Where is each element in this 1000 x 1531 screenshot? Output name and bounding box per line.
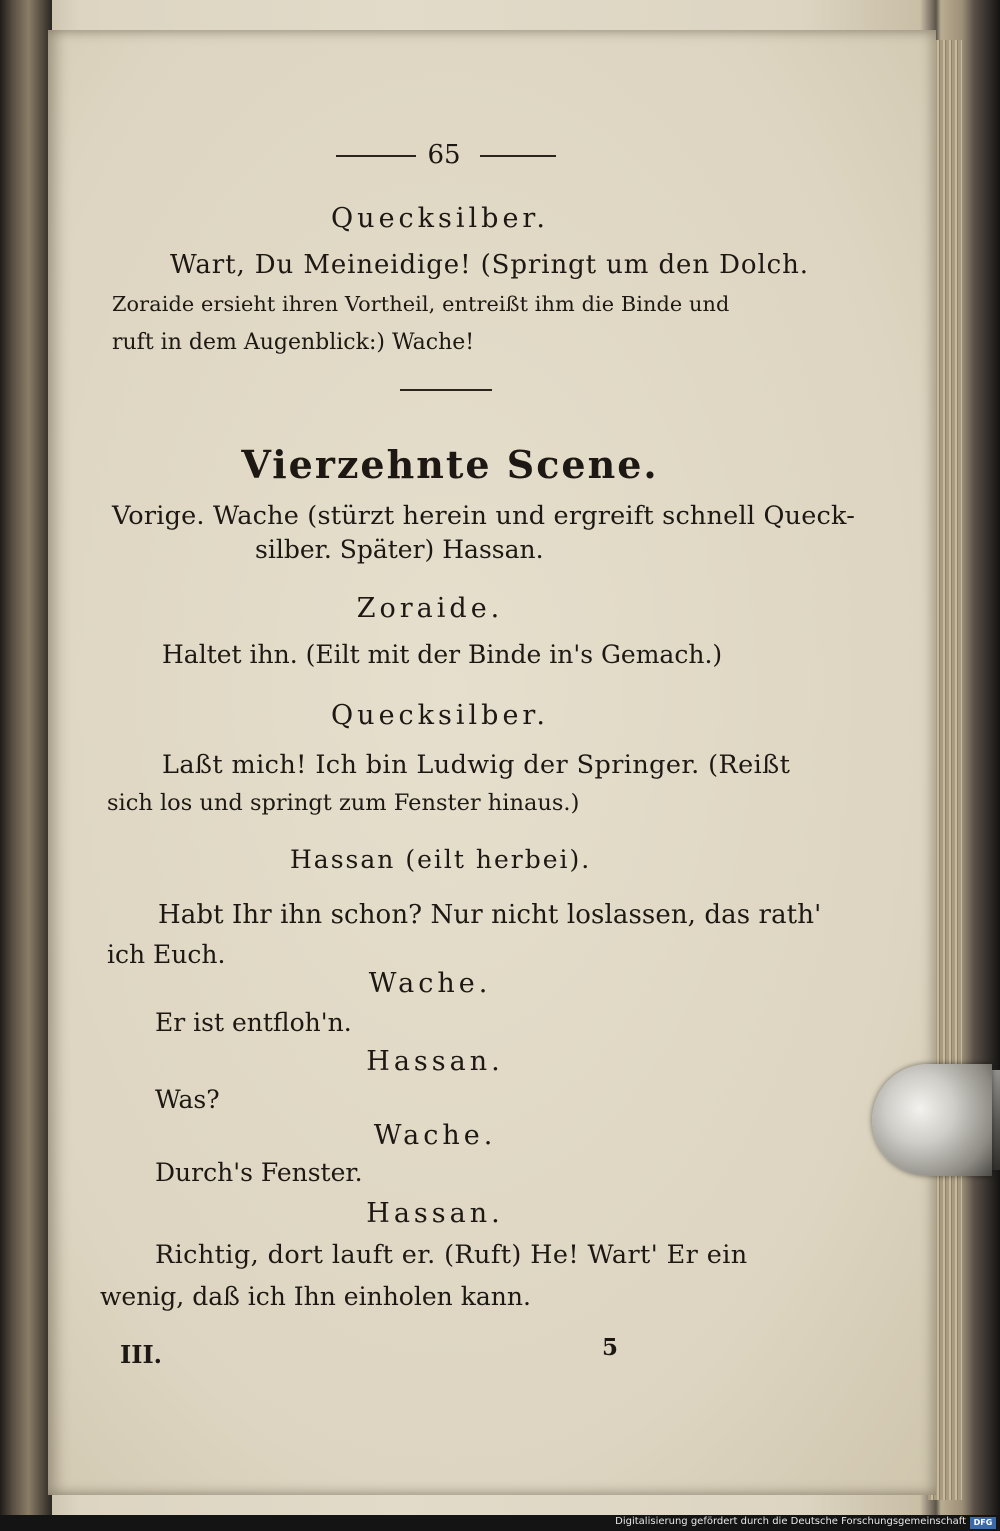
speaker-name: Hassan (eilt herbei). bbox=[290, 845, 592, 874]
scene-heading: Vierzehnte Scene. bbox=[241, 442, 659, 487]
dialogue-line: Er ist entfloh'n. bbox=[155, 1008, 352, 1037]
header-rule-left bbox=[336, 155, 416, 157]
speaker-name: Zoraide. bbox=[356, 593, 504, 624]
dialogue-line: Durch's Fenster. bbox=[155, 1158, 363, 1187]
left-page-edge bbox=[0, 0, 52, 1515]
cast-line: silber. Später) Hassan. bbox=[255, 535, 544, 564]
page-number: 65 bbox=[427, 140, 461, 170]
dialogue-line: ich Euch. bbox=[107, 940, 226, 969]
dialogue-line: Richtig, dort lauft er. (Ruft) He! Wart' Er ein bbox=[155, 1240, 748, 1270]
speaker-name: Wache. bbox=[373, 1120, 497, 1151]
page-clip bbox=[872, 1064, 992, 1176]
dialogue-line: sich los und springt zum Fenster hinaus.) bbox=[107, 790, 580, 816]
signature-mark: III. bbox=[120, 1340, 163, 1369]
dfg-logo-icon: DFG bbox=[970, 1517, 996, 1529]
digitization-credit: Digitalisierung gefördert durch die Deutsche Forschungsgemeinschaft bbox=[615, 1516, 966, 1527]
dialogue-line: wenig, daß ich Ihn einholen kann. bbox=[100, 1282, 531, 1311]
dialogue-line: Haltet ihn. (Eilt mit der Binde in's Gemach.) bbox=[162, 640, 723, 669]
header-rule-right bbox=[480, 155, 556, 157]
sheet-number: 5 bbox=[602, 1334, 619, 1361]
cast-line: Vorige. Wache (stürzt herein und ergreift schnell Queck- bbox=[112, 501, 856, 531]
dialogue-line: Was? bbox=[155, 1085, 220, 1114]
speaker-name: Quecksilber. bbox=[331, 700, 549, 731]
stage-text-line: Wart, Du Meineidige! (Springt um den Dolch. bbox=[170, 250, 809, 280]
speaker-name: Hassan. bbox=[366, 1198, 504, 1229]
stage-text-line: Zoraide ersieht ihren Vortheil, entreißt ihm die Binde und bbox=[112, 292, 730, 316]
scene-divider bbox=[400, 389, 492, 391]
speaker-name: Wache. bbox=[368, 968, 492, 999]
dialogue-line: Habt Ihr ihn schon? Nur nicht loslassen, das rath' bbox=[158, 900, 822, 930]
speaker-name: Quecksilber. bbox=[331, 203, 549, 234]
stage-text-line: ruft in dem Augenblick:) Wache! bbox=[112, 330, 475, 355]
speaker-name: Hassan. bbox=[366, 1046, 504, 1077]
dialogue-line: Laßt mich! Ich bin Ludwig der Springer. (Reißt bbox=[162, 750, 791, 780]
